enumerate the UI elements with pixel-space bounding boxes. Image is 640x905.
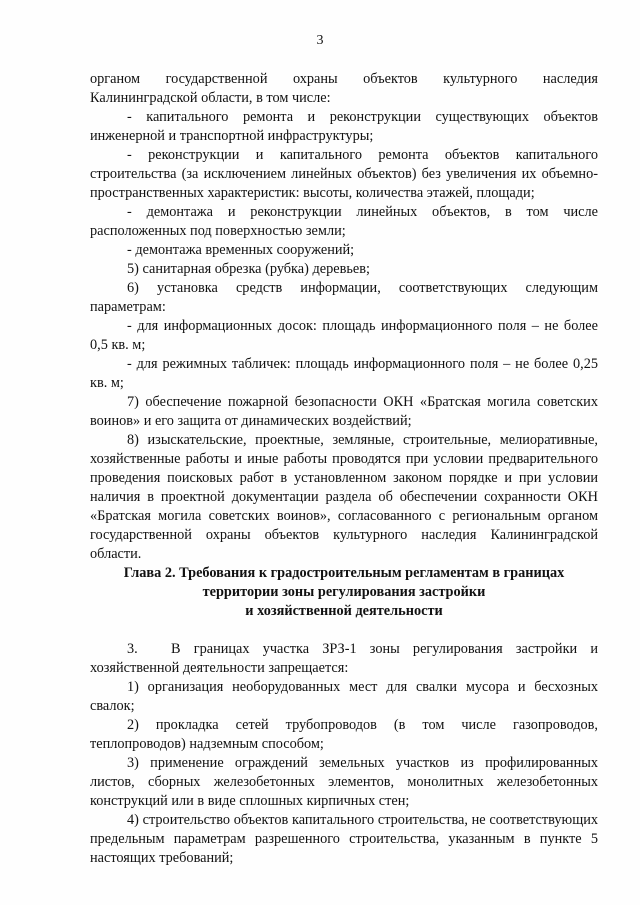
list-item-8-survey-works: 8) изыскательские, проектные, земляные, строительные, мелиоративные, хозяйственные работы и иные работы проводятся при условии предварительного проведения поисковых работ в установленном законом порядке и при условии наличия в проектной документации раздела об обеспечении сохранности ОКН «Братская могила советских воинов», согласованного с региональным органом государственной охраны объектов культурного наследия Калининградской области. bbox=[90, 432, 598, 562]
list-item-6-information-means: 6) установка средств информации, соответствующих следующим параметрам: bbox=[90, 280, 598, 315]
page-number: 3 bbox=[316, 33, 324, 48]
chapter-heading-line: Глава 2. Требования к градостроительным регламентам в границах bbox=[123, 565, 565, 581]
list-item-1-garbage-dumps: 1) организация необорудованных мест для свалки мусора и бесхозных свалок; bbox=[90, 679, 598, 714]
chapter-heading bbox=[90, 564, 598, 621]
list-item-7-fire-safety: 7) обеспечение пожарной безопасности ОКН «Братская могила советских воинов» и его защита от динамических воздействий; bbox=[90, 394, 598, 429]
document-body bbox=[90, 70, 598, 868]
list-item-5-sanitary-pruning: 5) санитарная обрезка (рубка) деревьев; bbox=[127, 261, 370, 277]
chapter-heading-line: и хозяйственной деятельности bbox=[245, 603, 443, 619]
paragraph-continuation: органом государственной охраны объектов культурного наследия Калининградской области, в том числе: bbox=[90, 71, 598, 106]
list-item-2-pipelines: 2) прокладка сетей трубопроводов (в том числе газопроводов, теплопроводов) надземным способом; bbox=[90, 717, 598, 752]
list-item-dismantling-linear-objects: - демонтажа и реконструкции линейных объектов, в том числе расположенных под поверхностью земли; bbox=[90, 204, 598, 239]
item-3-paragraph bbox=[90, 640, 598, 678]
chapter-heading-line: территории зоны регулирования застройки bbox=[202, 584, 486, 600]
item-3-number: 3. bbox=[127, 641, 138, 657]
list-item-3-fences: 3) применение ограждений земельных участков из профилированных листов, сборных железобетонных элементов, монолитных железобетонных конструкций или в виде сплошных кирпичных стен; bbox=[90, 755, 598, 809]
list-item-4-construction: 4) строительство объектов капитального строительства, не соответствующих предельным параметрам разрешенного строительства, указанным в пункте 5 настоящих требований; bbox=[90, 812, 598, 866]
list-item-capital-repair-infrastructure: - капитального ремонта и реконструкции существующих объектов инженерной и транспортной инфраструктуры; bbox=[90, 109, 598, 144]
item-3-text: В границах участка ЗРЗ-1 зоны регулирования застройки и хозяйственной деятельности запрещается: bbox=[90, 641, 598, 676]
list-item-information-boards: - для информационных досок: площадь информационного поля – не более 0,5 кв. м; bbox=[90, 318, 598, 353]
list-item-dismantling-temporary-structures: - демонтажа временных сооружений; bbox=[127, 242, 355, 258]
list-item-reconstruction-capital-objects: - реконструкции и капитального ремонта объектов капитального строительства (за исключением линейных объектов) без увеличения их объемно-пространственных характеристик: высоты, количества этажей, площади; bbox=[90, 147, 598, 201]
list-item-regime-plates: - для режимных табличек: площадь информационного поля – не более 0,25 кв. м; bbox=[90, 356, 598, 391]
